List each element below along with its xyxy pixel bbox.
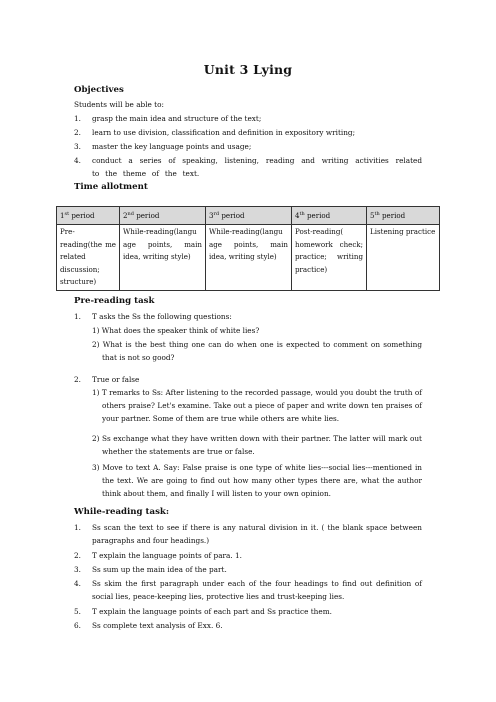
table-cell: Post-reading( homework check; practice; writing practice) bbox=[292, 225, 367, 291]
list-number: 2. bbox=[74, 128, 81, 137]
pre-reading-item: T asks the Ss the following questions: bbox=[92, 312, 232, 321]
true-false-item: 1) T remarks to Ss: After listening to the recorded passage, would you doubt the truth of others praise? Let's examine. Take out a piece of paper and write down ten praises of your partner. Some of them are true while others are white lies. bbox=[92, 388, 422, 423]
time-allotment-heading: Time allotment bbox=[74, 182, 148, 192]
list-number: 1. bbox=[74, 114, 81, 123]
while-reading-item: T explain the language points of each part and Ss practice them. bbox=[92, 607, 332, 616]
objective-item: grasp the main idea and structure of the text; bbox=[92, 114, 262, 123]
while-reading-item: T explain the language points of para. 1. bbox=[92, 551, 242, 560]
list-number: 5. bbox=[74, 607, 81, 616]
table-cell: Pre-reading(the me related discussion; structure) bbox=[57, 225, 120, 291]
table-header-cell: 1st period bbox=[57, 207, 120, 225]
table-header-cell: 5th period bbox=[367, 207, 440, 225]
question-item: 2) What is the best thing one can do when one is expected to comment on something that is not so good? bbox=[92, 340, 422, 362]
true-false-item: 3) Move to text A. Say: False praise is one type of white lies---social lies---mentioned in the text. We are going to find out how many other types there are, what the author think about them, and finally I will listen to your own opinion. bbox=[92, 463, 422, 498]
table-header-cell: 4th period bbox=[292, 207, 367, 225]
list-number: 3. bbox=[74, 565, 81, 574]
pre-reading-item: True or false bbox=[92, 375, 140, 384]
table-row bbox=[57, 225, 440, 291]
question-item: 1) What does the speaker think of white lies? bbox=[92, 326, 260, 335]
list-number: 3. bbox=[74, 142, 81, 151]
while-reading-item: Ss sum up the main idea of the part. bbox=[92, 565, 227, 574]
objectives-intro: Students will be able to: bbox=[74, 100, 164, 109]
list-number: 1. bbox=[74, 312, 81, 321]
table-header-cell: 3rd period bbox=[206, 207, 292, 225]
list-number: 2. bbox=[74, 551, 81, 560]
list-number: 6. bbox=[74, 621, 81, 630]
table-cell: Listening practice bbox=[367, 225, 440, 291]
objective-item: master the key language points and usage; bbox=[92, 142, 252, 151]
while-reading-item: Ss complete text analysis of Exx. 6. bbox=[92, 621, 223, 630]
table-header-row bbox=[57, 207, 440, 225]
document-title: Unit 3 Lying bbox=[203, 62, 293, 77]
time-allotment-table bbox=[56, 206, 440, 291]
objectives-heading: Objectives bbox=[74, 85, 124, 95]
table-cell: While-reading(langu age points, main idea, writing style) bbox=[206, 225, 292, 291]
objective-item: learn to use division, classification and definition in expository writing; bbox=[92, 128, 356, 137]
list-number: 2. bbox=[74, 375, 81, 384]
list-number: 4. bbox=[74, 579, 81, 588]
while-reading-item: Ss scan the text to see if there is any natural division in it. ( the blank space between paragraphs and four headings.) bbox=[92, 523, 422, 545]
true-false-item: 2) Ss exchange what they have written down with their partner. The latter will mark out whether the statements are true or false. bbox=[92, 434, 422, 456]
while-reading-heading: While-reading task: bbox=[74, 507, 170, 517]
table-header-cell: 2nd period bbox=[120, 207, 206, 225]
list-number: 1. bbox=[74, 523, 81, 532]
list-number: 4. bbox=[74, 156, 81, 165]
pre-reading-heading: Pre-reading task bbox=[74, 296, 155, 306]
table-cell: While-reading(langu age points, main idea, writing style) bbox=[120, 225, 206, 291]
while-reading-item: Ss skim the first paragraph under each of the four headings to find out definition of social lies, peace-keeping lies, protective lies and trust-keeping lies. bbox=[92, 579, 422, 601]
objective-item: conduct a series of speaking, listening, reading and writing activities related to the theme of the text. bbox=[92, 156, 422, 178]
